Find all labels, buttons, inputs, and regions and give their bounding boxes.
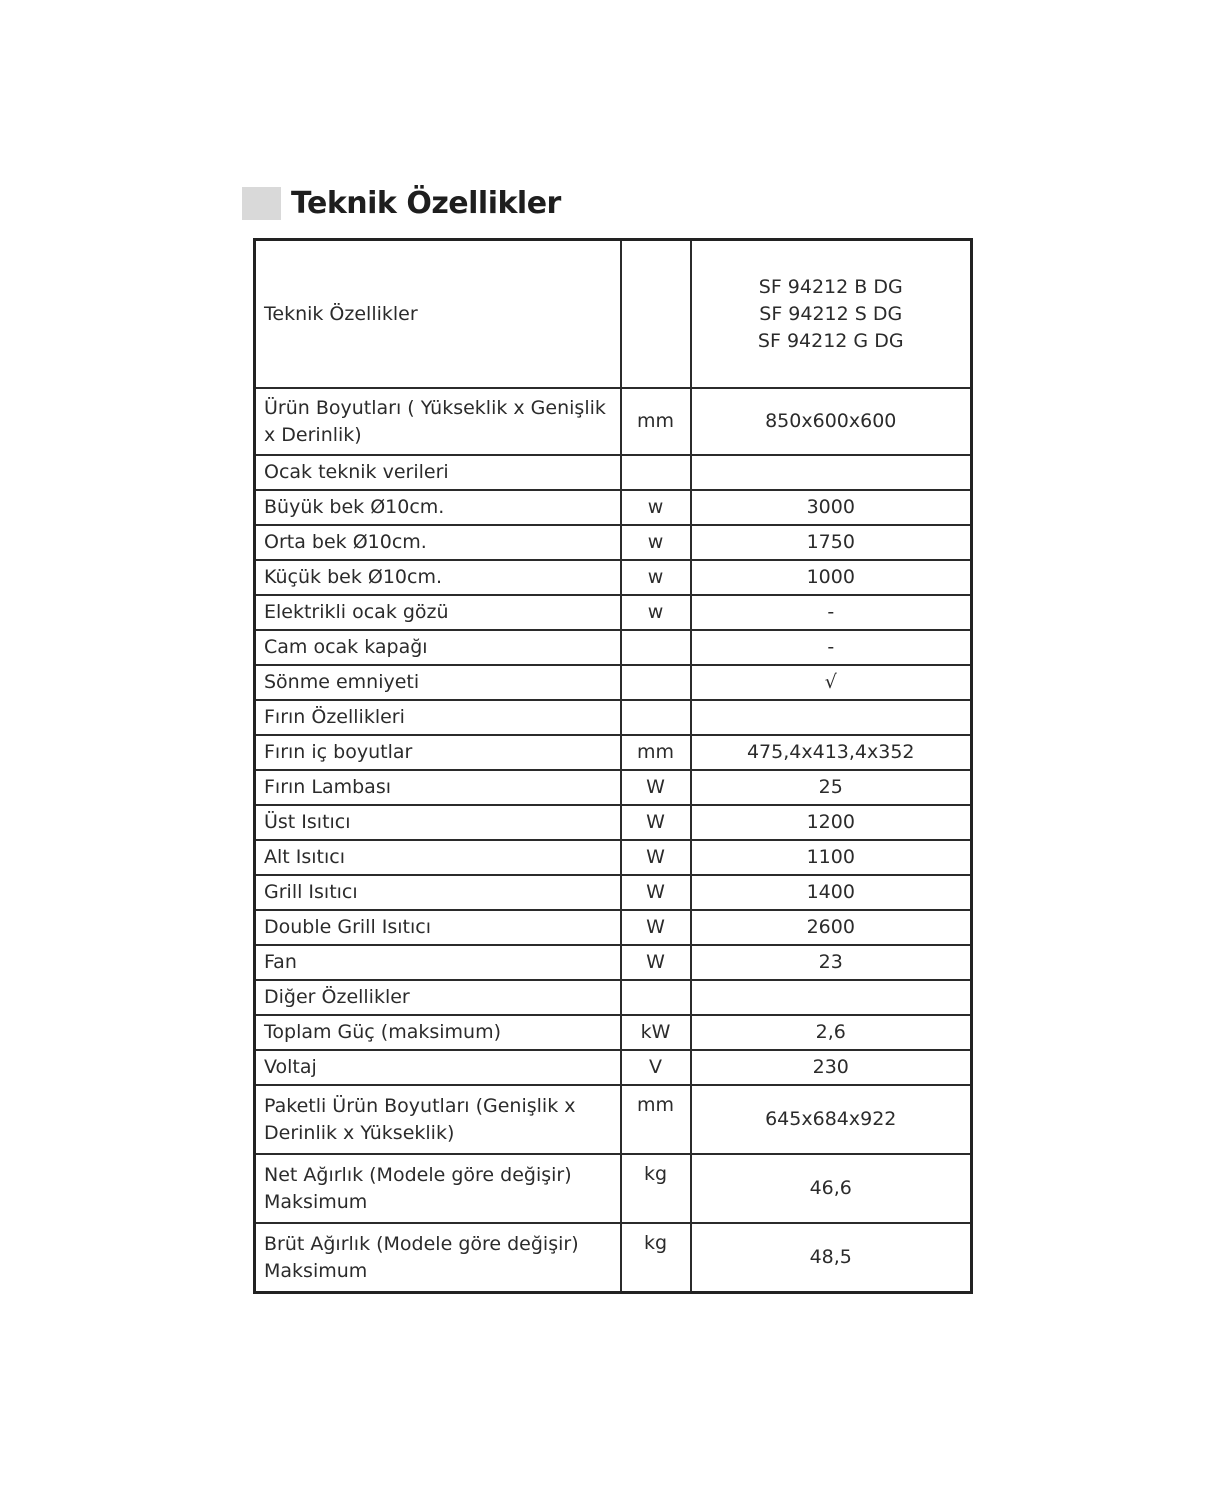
row-unit: kg [621,1223,691,1293]
row-unit: kW [621,1015,691,1050]
row-unit: w [621,595,691,630]
row-label: Grill Isıtıcı [255,875,621,910]
model-name: SF 94212 G DG [757,329,904,352]
row-value: 3000 [691,490,972,525]
row-unit [621,665,691,700]
model-name: SF 94212 B DG [758,275,903,298]
table-row [255,455,972,490]
table-row [255,560,972,595]
header-unit [621,240,691,389]
table-row [255,735,972,770]
row-value: 645x684x922 [691,1085,972,1154]
row-label: Orta bek Ø10cm. [255,525,621,560]
table-row [255,1154,972,1223]
row-unit [621,980,691,1015]
row-label: Paketli Ürün Boyutları (Genişlik x Derinlik x Yükseklik) [255,1085,621,1154]
row-unit: W [621,805,691,840]
table-row [255,805,972,840]
row-label: Ocak teknik verileri [255,455,621,490]
row-value: 230 [691,1050,972,1085]
section-heading [242,183,561,223]
row-unit: W [621,840,691,875]
table-row [255,1050,972,1085]
row-value: √ [691,665,972,700]
row-label: Küçük bek Ø10cm. [255,560,621,595]
row-unit: mm [621,735,691,770]
row-label: Üst Isıtıcı [255,805,621,840]
row-value: 1750 [691,525,972,560]
row-label: Double Grill Isıtıcı [255,910,621,945]
row-value: 850x600x600 [691,388,972,455]
row-unit [621,455,691,490]
table-row [255,490,972,525]
row-unit: W [621,875,691,910]
row-unit: W [621,945,691,980]
row-label: Fırın Lambası [255,770,621,805]
row-label: Voltaj [255,1050,621,1085]
header-models [691,240,972,389]
model-name: SF 94212 S DG [759,302,903,325]
heading-marker [242,187,281,220]
row-label: Toplam Güç (maksimum) [255,1015,621,1050]
row-unit: mm [621,1085,691,1154]
row-label: Elektrikli ocak gözü [255,595,621,630]
row-value: 46,6 [691,1154,972,1223]
table-row [255,700,972,735]
row-label: Net Ağırlık (Modele göre değişir) Maksimum [255,1154,621,1223]
table-row [255,1015,972,1050]
header-label: Teknik Özellikler [255,240,621,389]
row-value: 25 [691,770,972,805]
row-label: Cam ocak kapağı [255,630,621,665]
row-value: 2,6 [691,1015,972,1050]
row-unit: W [621,910,691,945]
row-label: Fırın iç boyutlar [255,735,621,770]
row-label: Büyük bek Ø10cm. [255,490,621,525]
table-row [255,840,972,875]
row-label: Diğer Özellikler [255,980,621,1015]
row-value [691,980,972,1015]
row-value: 475,4x413,4x352 [691,735,972,770]
spec-table [253,238,973,1294]
row-unit: w [621,525,691,560]
table-row [255,1085,972,1154]
table-row [255,980,972,1015]
row-label: Ürün Boyutları ( Yükseklik x Genişlik x Derinlik) [255,388,621,455]
row-value: 1400 [691,875,972,910]
row-value: 2600 [691,910,972,945]
row-unit: kg [621,1154,691,1223]
table-row [255,910,972,945]
row-unit: V [621,1050,691,1085]
table-row [255,945,972,980]
row-label: Brüt Ağırlık (Modele göre değişir) Maksimum [255,1223,621,1293]
row-unit: w [621,560,691,595]
row-label: Sönme emniyeti [255,665,621,700]
row-value: 1100 [691,840,972,875]
table-row [255,875,972,910]
row-value: 1200 [691,805,972,840]
row-value: 48,5 [691,1223,972,1293]
table-row [255,630,972,665]
row-value [691,700,972,735]
row-unit: mm [621,388,691,455]
table-row [255,525,972,560]
row-value: - [691,630,972,665]
table-header-row [255,240,972,389]
table-row [255,770,972,805]
row-value [691,455,972,490]
row-label: Fırın Özellikleri [255,700,621,735]
row-value: - [691,595,972,630]
table-row [255,595,972,630]
row-unit [621,630,691,665]
row-label: Alt Isıtıcı [255,840,621,875]
row-label: Fan [255,945,621,980]
table-row [255,665,972,700]
row-value: 23 [691,945,972,980]
row-unit: W [621,770,691,805]
row-value: 1000 [691,560,972,595]
table-row [255,388,972,455]
row-unit [621,700,691,735]
section-title: Teknik Özellikler [291,185,561,221]
row-unit: w [621,490,691,525]
table-row [255,1223,972,1293]
